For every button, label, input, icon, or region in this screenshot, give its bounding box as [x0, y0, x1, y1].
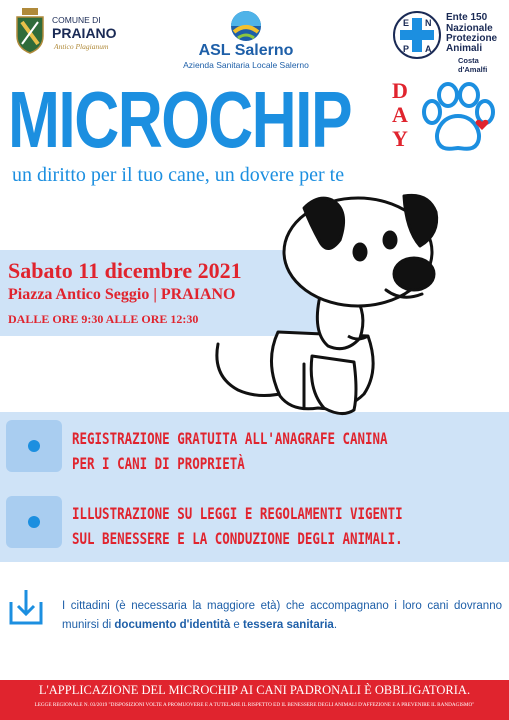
enpa-line3: Protezione: [446, 33, 498, 44]
day-letter-d: D: [392, 78, 408, 103]
day-letter-y: Y: [392, 126, 408, 151]
download-arrow-icon: [8, 588, 44, 626]
dog-illustration: [208, 186, 470, 430]
enpa-line4: Animali: [446, 43, 483, 54]
note-text: [62, 597, 502, 635]
bullet-1-line2: PER I CANI DI PROPRIETÀ: [72, 454, 245, 473]
note-text-b: e: [230, 619, 244, 631]
asl-logo-icon: [230, 10, 262, 42]
footer-legal: LEGGE REGIONALE N. 03/2019 "DISPOSIZIONI VOLTE A PROMUOVERE E A TUTELARE IL RISPETTO ED IL BENESSERE DEGLI ANIMALI D'AFFEZIONE E A PREVENIRE IL RANDAGISMO": [34, 702, 475, 708]
enpa-letter-p: P: [403, 44, 410, 54]
bullet-2-line1: ILLUSTRAZIONE SU LEGGI E REGOLAMENTI VIGENTI: [72, 504, 403, 523]
bullet-box-2: [6, 496, 62, 548]
day-letter-a: A: [392, 102, 408, 127]
asl-name: ASL Salerno: [198, 42, 294, 59]
note-bold-document: documento d'identità: [114, 619, 231, 631]
event-time: DALLE ORE 9:30 ALLE ORE 12:30: [8, 312, 199, 326]
bullet-box-1: [6, 420, 62, 472]
page-title: MICROCHIP: [8, 75, 352, 164]
comune-name: PRAIANO: [52, 25, 117, 41]
enpa-letter-e: E: [403, 18, 410, 28]
note-text-c: .: [333, 619, 338, 631]
comune-crest-icon: [14, 8, 46, 54]
bullet-dot-icon: [28, 440, 40, 452]
comune-prefix: COMUNE DI: [52, 15, 101, 25]
comune-signature: Antico Plagianum: [54, 42, 109, 51]
note-text-a: I cittadini (è necessaria la maggiore età) che accompagnano i loro cani dovranno munirsi di: [62, 600, 502, 631]
tagline: un diritto per il tuo cane, un dovere per te: [12, 164, 345, 186]
note-bold-health-card: tessera sanitaria: [243, 619, 334, 631]
enpa-letter-a: A: [425, 44, 432, 54]
asl-subtitle: Azienda Sanitaria Locale Salerno: [183, 60, 309, 70]
bullet-1-line1: REGISTRAZIONE GRATUITA ALL'ANAGRAFE CANINA: [72, 429, 388, 448]
enpa-logo-icon: [392, 10, 442, 60]
footer-main: L'APPLICAZIONE DEL MICROCHIP AI CANI PADRONALI È OBBLIGATORIA.: [38, 683, 471, 697]
bullet-dot-icon: [28, 516, 40, 528]
paw-heart-icon: [420, 82, 496, 156]
enpa-subtitle: Costa d'Amalfi: [458, 56, 488, 74]
event-date: Sabato 11 dicembre 2021: [8, 258, 242, 283]
enpa-line2: Nazionale: [446, 23, 493, 34]
bullet-2-line2: SUL BENESSERE E LA CONDUZIONE DEGLI ANIMALI.: [72, 529, 403, 548]
enpa-letter-n: N: [425, 18, 432, 28]
event-place: Piazza Antico Seggio | PRAIANO: [8, 286, 236, 303]
enpa-line1: Ente 150: [446, 12, 488, 23]
